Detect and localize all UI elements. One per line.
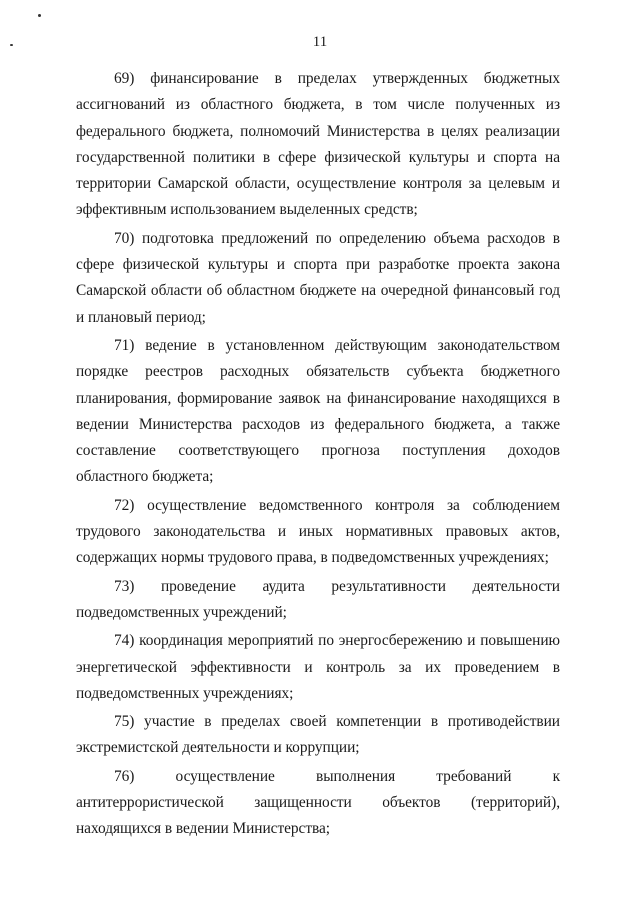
paragraph-72: 72) осуществление ведомственного контроля за соблюдением трудового законодательства и иных нормативных правовых актов, содержащих нормы трудового права, в подведомственных учреждениях; bbox=[76, 496, 560, 567]
document-body bbox=[76, 66, 560, 845]
paragraph-73: 73) проведение аудита результативности деятельности подведомственных учреждений; bbox=[76, 577, 560, 621]
paragraph-75: 75) участие в пределах своей компетенции в противодействии экстремистской деятельности и коррупции; bbox=[76, 713, 560, 757]
scan-speck bbox=[38, 14, 41, 17]
paragraph-71: 71) ведение в установленном действующим законодательством порядке реестров расходных обязательств субъекта бюджетного планирования, формирование заявок на финансирование находящихся в ведении Министерства расходов из федерального бюджета, а также составление соответствующего прогноза поступления доходов областного бюджета; bbox=[76, 336, 560, 486]
page-number: 11 bbox=[312, 34, 328, 50]
paragraph-76: 76) осуществление выполнения требований к антитеррористической защищенности объектов (территорий), находящихся в ведении Министерства; bbox=[76, 767, 560, 838]
paragraph-74: 74) координация мероприятий по энергосбережению и повышению энергетической эффективности и контроль за их проведением в подведомственных учреждениях; bbox=[76, 632, 560, 702]
paragraph-69: 69) финансирование в пределах утвержденных бюджетных ассигнований из областного бюджета, в том числе полученных из федерального бюджета, полномочий Министерства в целях реализации государственной политики в сфере физической культуры и спорта на территории Самарской области, осуществление контроля за целевым и эффективным использованием выделенных средств; bbox=[76, 70, 560, 219]
paragraph-70: 70) подготовка предложений по определению объема расходов в сфере физической культуры и спорта при разработке проекта закона Самарской области об областном бюджете на очередной финансовый год и плановый период; bbox=[76, 229, 560, 326]
